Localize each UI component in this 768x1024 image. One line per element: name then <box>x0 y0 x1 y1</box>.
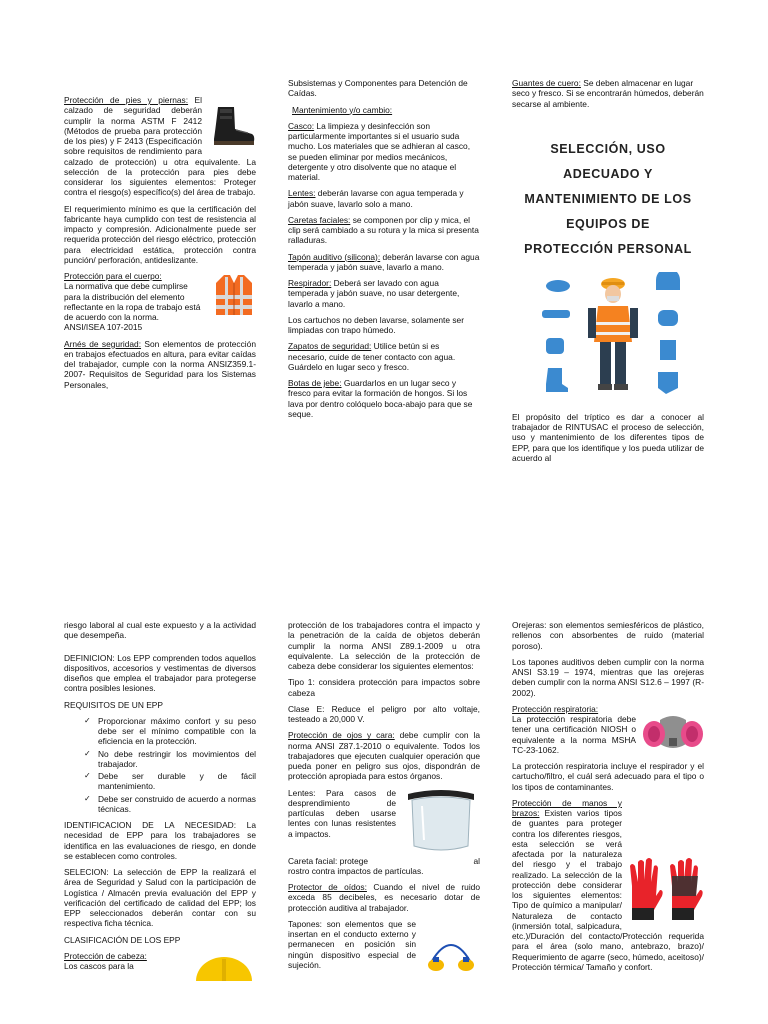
tapones-text: Tapones: son elementos que se insertan en el conducto externo y permanecen en posición sin ningún dispositivo especial de sujeción. <box>288 918 416 970</box>
clasee-text: Clase E: Reduce el peligro por alto voltaje, testeado a 20,000 V. <box>288 703 480 724</box>
cuerpo-text: La normativa que debe cumplirse para la distribución del elemento reflectante en la ropa de trabajo está de acuerdo con la norma. <box>64 281 201 322</box>
requerimiento-text: El requerimiento mínimo es que la certificación del fabricante haya cumplido con test de resistencia al impacto y compresión. Adicionalmente puede ser requerida protección del riesgo eléctrico, protección para electricidad estática, protección contra punción/ perforación, antideslizante. <box>64 203 256 265</box>
brochure-title: SELECCIÓN, USO ADECUADO Y MANTENIMIENTO DE LOS EQUIPOS DE PROTECCIÓN PERSONAL <box>524 141 692 256</box>
glove-icon <box>658 372 678 394</box>
respirador-mant: Respirador: Deberá ser lavado con agua temperada y jabón suave, no usar detergente, lavarlo a mano. <box>288 278 460 309</box>
manos-text: Existen varios tipos de guantes para proteger contra los diferentes riesgos, esta selección se verá afectada por la naturaleza del riesgo y el trabajo realizado. La selección de la protección debe considerar los siguientes elementos: Tipo de químico a manipular/ Naturaleza de contacto (inmersión total, salpicadura, etc.)/Duración del contacto/Protección requerida para el área (solo mano, antebrazo, brazo)/ Requerimiento de agarre (seco, húmedo, aceitoso)/ Protección térmica/ Tamaño y confort. <box>512 808 704 972</box>
orejeras-text: Orejeras: son elementos semiesféricos de plástico, rellenos con absorbentes de ruido (material poroso). <box>512 620 704 651</box>
cabeza-section <box>64 951 256 972</box>
respirator-image <box>642 710 704 756</box>
requisito-item: ✓ No debe restringir los movimientos del trabajador. <box>98 749 256 770</box>
mantenimiento-heading: Mantenimiento y/o cambio: <box>292 104 393 115</box>
tapones-norma-text: Los tapones auditivos deben cumplir con la norma ANSI S3.19 – 1974, mientras que las orejeras deben cumplir con la norma ANSI S12.6 – 1997 (R-2002). <box>512 656 704 698</box>
oidos-section: Protector de oídos: Cuando el nivel de ruido exceda 85 decibeles, es necesario dotar de protección auditiva al trabajador. <box>288 882 481 913</box>
identificacion-text: IDENTIFICACION DE LA NECESIDAD: La necesidad de EPP para los trabajadores se identifica en las evaluaciones de riesgo, en donde se establecen como controles. <box>64 820 256 861</box>
ojos-section: Protección de ojos y cara: debe cumplir con la norma ANSI Z87.1-2010 o equivalente. Todos los trabajadores que ejecuten cualquier operación que pueda poner en peligro sus ojos, dispondrán de protección apropiada para estos órganos. <box>288 730 480 782</box>
cartuchos-mant: Los cartuchos no deben lavarse, solamente ser limpiadas con trapo húmedo. <box>288 314 464 335</box>
col-middle-1 <box>288 78 480 425</box>
manos-section <box>512 798 704 972</box>
boot-icon <box>546 368 568 392</box>
reflective-vest-image <box>212 273 256 317</box>
lentes-mant: Lentes: deberán lavarse con agua temperada y jabón suave, lavarlo solo a mano. <box>288 188 464 209</box>
cabeza-cont: protección de los trabajadores contra el impacto y la penetración de la caída de objetos deberán cumplir la norma ANSI Z89.1-2009 u otra equivalente. La selección de la protección de cabeza debe considerar los siguientes elementos: <box>288 620 480 671</box>
riesgo-text: riesgo laboral al cual este expuesto y a la actividad que desempeña. <box>64 620 256 641</box>
lentes-careta-section <box>288 788 480 877</box>
seleccion-text: SELECION: La selección de EPP la realizará el área de Seguridad y Salud con la participación de Logística / Almacén previa evaluación del EPP y verificación del certificado de calidad del EPP; los EPP seleccionados deberán contar con su respectiva ficha técnica. <box>64 867 256 929</box>
gloves-image <box>626 856 704 922</box>
proposito-text: El propósito del tríptico es dar a conocer al trabajador de RINTUSAC el proceso de selección, uso y mantenimiento de los diferentes tipos de EPP, para que los identifique y los pueda utilizar de acuerdo al <box>512 411 704 463</box>
cuerpo-heading: Protección para el cuerpo: <box>64 271 162 281</box>
manos-heading: Protección de manos y brazos: <box>512 797 622 818</box>
col-left-1 <box>64 95 256 396</box>
caretas-mant: Caretas faciales: se componen por clip y mica, el clip será cambiado a su rotura y la mica si presenta ralladuras. <box>288 214 479 246</box>
careta2-text-b: al <box>473 855 480 866</box>
cabeza-heading: Protección de cabeza: <box>64 950 147 961</box>
careta2-text-a: Careta facial: protege <box>288 855 369 866</box>
cabeza-text: Los cascos para la <box>64 961 134 971</box>
careta2-text-c: rostro contra impactos de partículas. <box>288 865 424 876</box>
pies-text: El calzado de seguridad deberán cumplir la norma ASTM F 2412 (Métodos de prueba para protección de los pies) y F 2413 (Especificación sobre requisitos de rendimiento para calzado de protección) u otra equivalente. La selección de la protección para pies debe considerar los siguientes elementos: Proteger contra el riesgo(s) específico(s) del área de trabajo. <box>64 95 256 198</box>
resp2-text: La protección respiratoria incluye el respirador y el cartucho/filtro, el cuál será adecuado para el tipo o los tipos de contaminantes. <box>512 761 704 792</box>
worker-ppe-illustration <box>538 272 688 398</box>
guantes-mant: Guantes de cuero: Se deben almacenar en lugar seco y fresco. Si se encontrarán húmedos, deberán secarse al ambiente. <box>512 78 704 109</box>
arnes-heading: Arnés de seguridad: <box>64 338 142 349</box>
tapones-section <box>288 919 480 970</box>
arnes-section <box>64 339 256 390</box>
definicion-text: DEFINICION: Los EPP comprenden todos aquellos dispositivos, accesorios y vestimentas de diversos diseños que emplea el trabajador para protegerse contra posibles lesiones. <box>64 652 256 694</box>
goggles-icon <box>542 310 570 318</box>
arnes-text: Son elementos de protección en trabajos efectuados en altura, para evitar caídas del trabajador, cumple con la norma ANSIZ359.1-2007- Requisitos de Seguridad para los Sistemas Personales, <box>64 338 256 390</box>
face-shield-image <box>402 786 480 854</box>
tipo1-text: Tipo 1: considera protección para impactos sobre cabeza <box>288 677 480 698</box>
requisito-item: ✓ Proporcionar máximo confort y su peso debe ser el mínimo compatible con la eficiencia en la protección. <box>98 716 256 747</box>
requisito-item: ✓ Debe ser durable y de fácil mantenimiento. <box>98 771 256 792</box>
vest-icon <box>660 340 676 360</box>
mid-intro: Subsistemas y Componentes para Detención de Caídas. <box>288 78 468 99</box>
requisitos-heading: REQUISITOS DE UN EPP <box>64 699 163 710</box>
hardhat-icon <box>656 272 680 290</box>
zapatos-mant: Zapatos de seguridad: Utilice betún si es necesario, cuide de tener contacto con agua. Guárdelo en lugar seco y fresco. <box>288 341 456 372</box>
helmet-icon <box>546 280 570 292</box>
requisito-item: ✓ Debe ser construido de acuerdo a normas técnicas. <box>98 794 256 815</box>
hard-hat-image <box>192 955 256 981</box>
earmuff-icon <box>658 310 678 326</box>
lentes2-text: Lentes: Para casos de desprendimiento de partículas deben usarse lentes con lunas resistentes a impactos. <box>288 787 396 839</box>
cuerpo-norm: ANSI/ISEA 107-2015 <box>64 322 143 333</box>
pies-heading: Protección de pies y piernas: <box>64 95 189 105</box>
earplugs-image <box>422 927 480 975</box>
resp-text: La protección respiratoria debe tener una certificación NIOSH o equivalente a la norma MSHA TC-23-1062. <box>512 714 636 755</box>
col-left-2 <box>64 620 256 971</box>
casco-mant: Casco: La limpieza y desinfección son particularmente importantes si el usuario suda mucho. Los materiales que se adhieran al casco, se pueden eliminar por medios mecánicos, detergente y otro disolvente que no ataque el material. <box>288 120 471 182</box>
col-right-2 <box>512 620 704 978</box>
tapon-mant: Tapón auditivo (silicona): deberán lavarse con agua temperada y jabón suave, lavarlo a mano. <box>288 251 480 272</box>
mask-icon <box>546 338 564 354</box>
safety-boot-image <box>208 103 256 149</box>
col-middle-2 <box>288 620 480 977</box>
botas-mant: Botas de jebe: Guardarlos en un lugar seco y fresco para evitar la formación de hongos. Si los lava por dentro colóquelo boca-abajo para que se seque. <box>288 378 473 419</box>
clasificacion-heading: CLASIFICACIÓN DE LOS EPP <box>64 934 181 945</box>
resp-heading: Protección respiratoria: <box>512 703 599 714</box>
cuerpo-section <box>64 271 256 333</box>
requisitos-list <box>64 716 256 814</box>
resp-section <box>512 704 704 755</box>
pies-section <box>64 95 256 198</box>
col-right-1 <box>512 78 704 469</box>
